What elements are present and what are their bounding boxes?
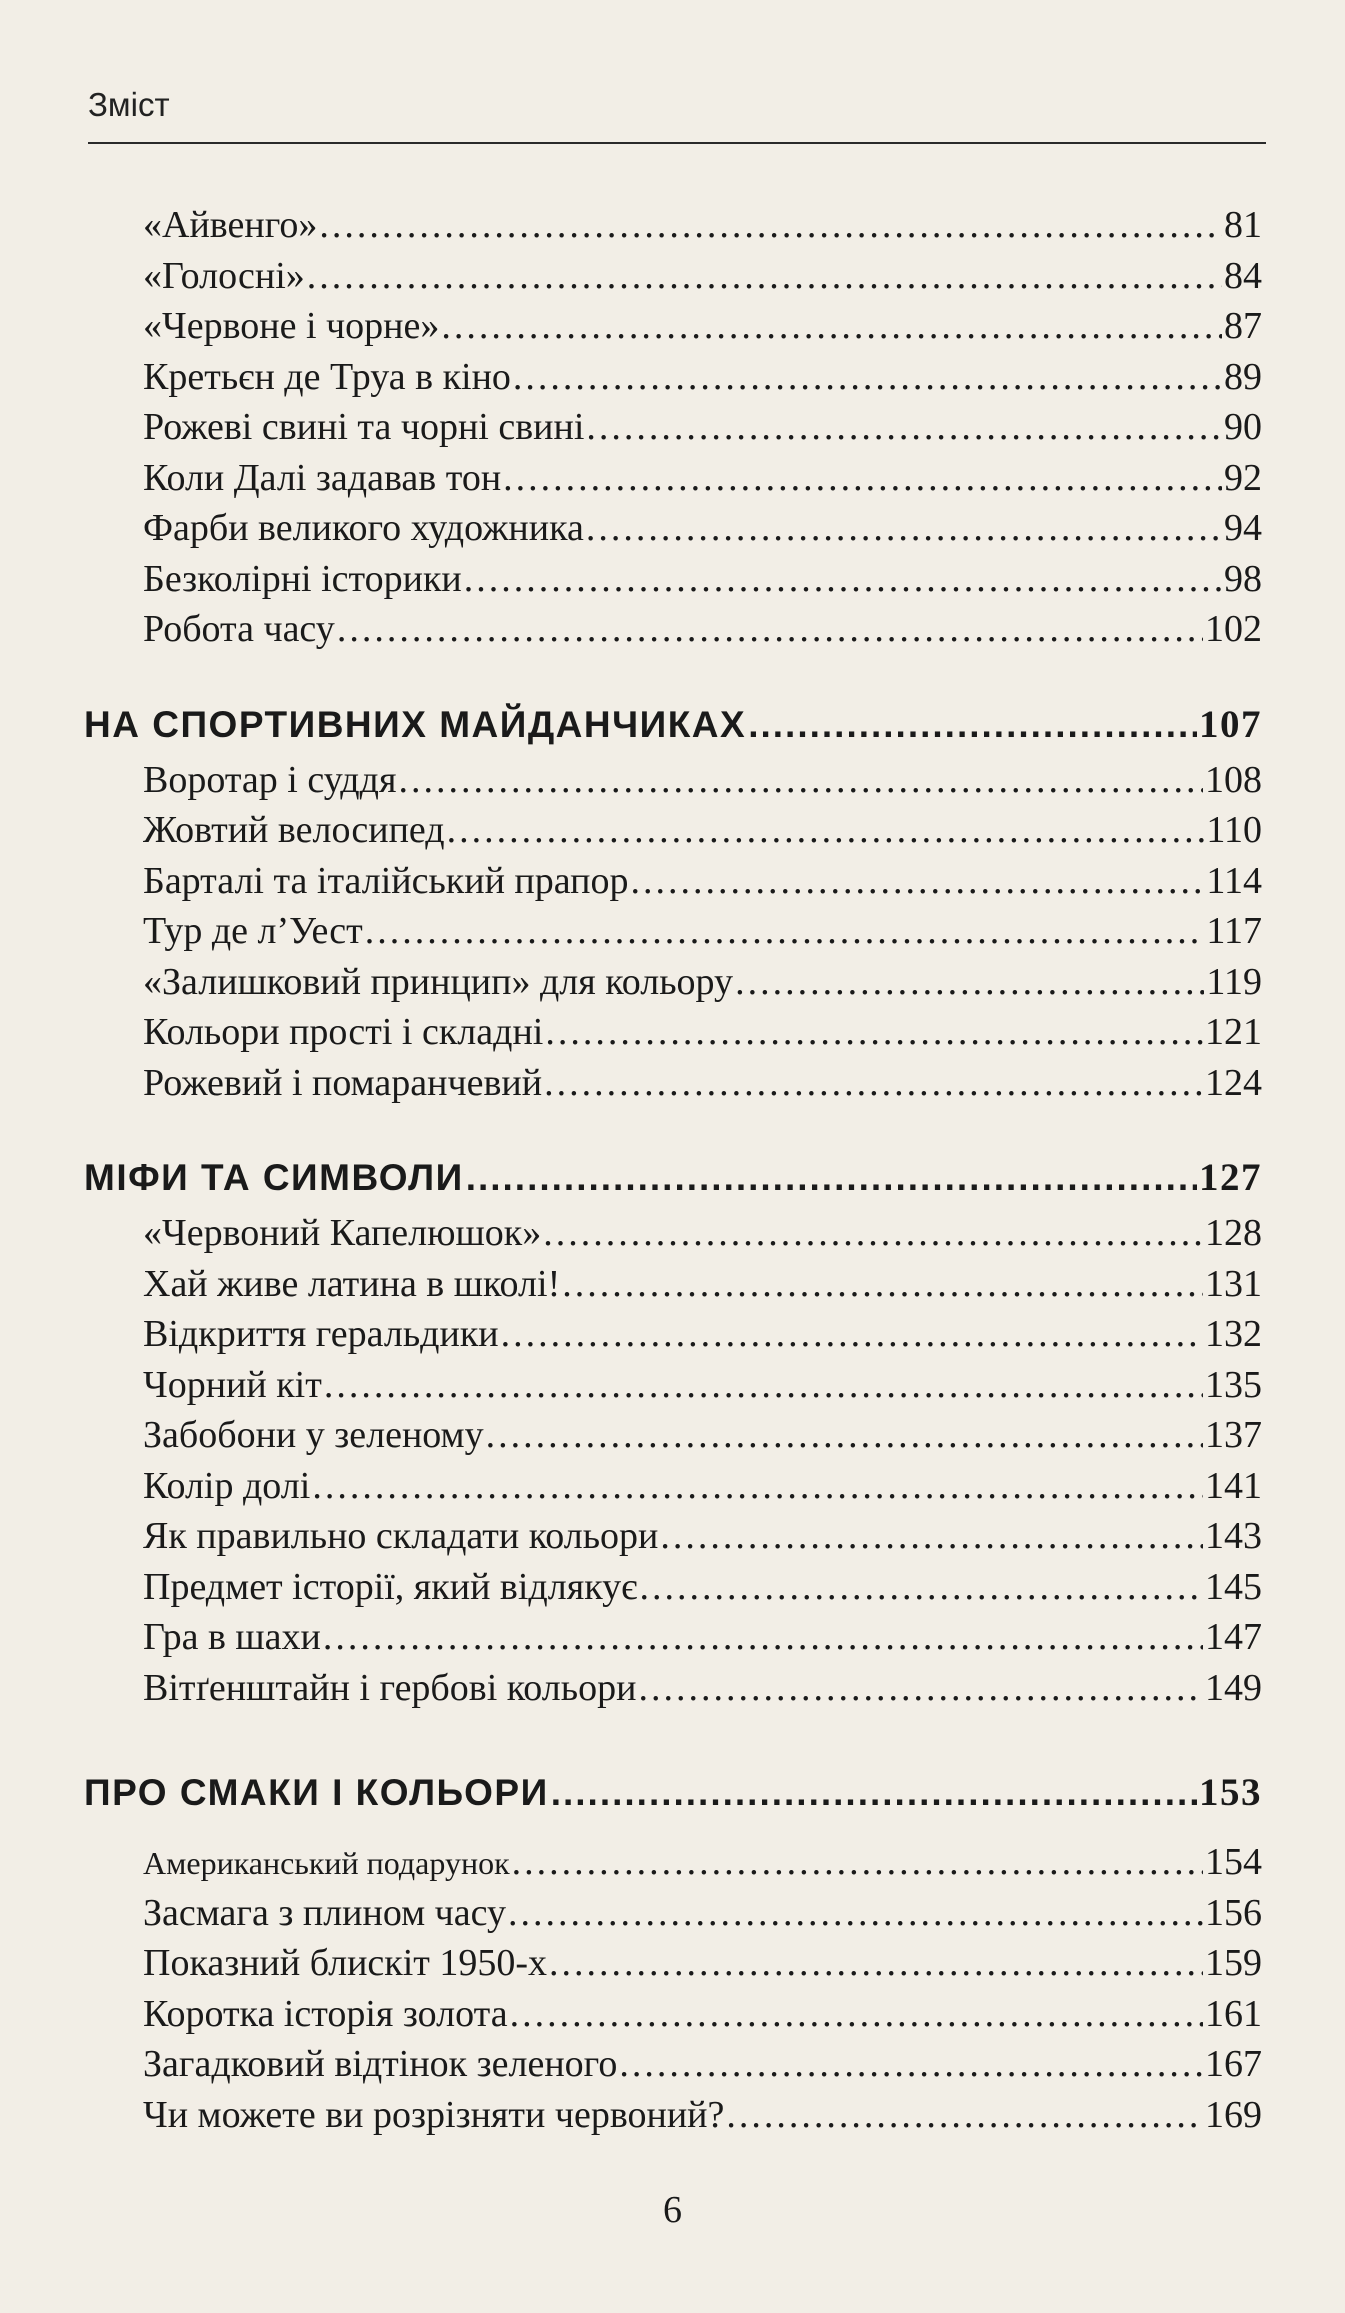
- dot-leader: [549, 1938, 1203, 1989]
- toc-entry: [0, 1058, 1345, 1109]
- section-heading: [0, 1763, 1345, 1823]
- entry-title: Коротка історія золота: [143, 1992, 508, 2035]
- entry-page: 89: [1224, 355, 1262, 398]
- toc-section: [0, 695, 1345, 1109]
- entry-title: Кольори прості і складні: [143, 1011, 544, 1053]
- entry-title: Вітґенштайн і гербові кольори: [143, 1666, 637, 1709]
- entry-page: 90: [1224, 406, 1262, 448]
- toc-entry: [0, 352, 1345, 403]
- toc-entry: [0, 1259, 1345, 1310]
- toc-entry: [0, 1663, 1345, 1714]
- dot-leader: [323, 1612, 1203, 1663]
- entry-page: 145: [1205, 1565, 1262, 1608]
- entry-title: Барталі та італійський прапор: [143, 859, 629, 902]
- dot-leader: [639, 1562, 1203, 1613]
- entry-title: Американський подарунок: [143, 1845, 510, 1881]
- entry-page: 159: [1205, 1942, 1262, 1984]
- dot-leader: [510, 1989, 1203, 2040]
- entry-title: Відкриття геральдики: [143, 1313, 499, 1355]
- dot-leader: [365, 906, 1205, 957]
- entry-page: 81: [1224, 204, 1262, 246]
- toc-entry: [0, 1208, 1345, 1259]
- dot-leader: [337, 604, 1203, 655]
- entry-page: 98: [1224, 557, 1262, 600]
- toc-section: [0, 1148, 1345, 1713]
- entry-title: Забобони у зеленому: [143, 1414, 484, 1456]
- entry-title: Хай живе латина в школі!: [143, 1262, 561, 1305]
- entry-title: Гра в шахи: [143, 1616, 321, 1658]
- toc-entry: [0, 554, 1345, 605]
- toc-entry: [0, 1007, 1345, 1058]
- dot-leader: [447, 805, 1205, 856]
- page-number: 6: [663, 2189, 682, 2231]
- section-heading: [0, 1148, 1345, 1208]
- toc-entry: [0, 805, 1345, 856]
- heading-title: МІФИ ТА СИМВОЛИ: [84, 1157, 464, 1198]
- entry-title: «Айвенго»: [143, 204, 318, 246]
- entry-title: Тур де л’Уест: [143, 910, 363, 952]
- entry-title: Воротар і суддя: [143, 758, 397, 801]
- toc-section: [0, 1763, 1345, 2140]
- toc-entry: [0, 1612, 1345, 1663]
- heading-page: 107: [1199, 702, 1262, 746]
- running-header: Зміст: [88, 86, 170, 123]
- entry-page: 121: [1205, 1011, 1262, 1053]
- entry-page: 169: [1205, 2093, 1262, 2136]
- entry-title: «Червоний Капелюшок»: [143, 1212, 542, 1254]
- entry-page: 102: [1205, 608, 1262, 650]
- dot-leader: [464, 554, 1222, 605]
- dot-leader: [486, 1410, 1203, 1461]
- dot-leader: [735, 957, 1204, 1008]
- toc-entry: [0, 906, 1345, 957]
- toc-entry: [0, 1837, 1345, 1888]
- toc-entry: [0, 2090, 1345, 2141]
- entry-page: 87: [1224, 305, 1262, 347]
- entry-page: 84: [1224, 254, 1262, 297]
- dot-leader: [503, 453, 1222, 504]
- section-heading: [0, 695, 1345, 755]
- entry-title: Робота часу: [143, 608, 335, 650]
- entry-title: Безколірні історики: [143, 557, 462, 600]
- dot-leader: [543, 1208, 1203, 1259]
- entry-title: Загадковий відтінок зеленого: [143, 2043, 618, 2085]
- toc-entry: [0, 1888, 1345, 1939]
- dot-leader: [545, 1007, 1203, 1058]
- dot-leader: [638, 1663, 1203, 1714]
- toc-entry: [0, 1309, 1345, 1360]
- toc-entry: [0, 1938, 1345, 1989]
- toc-entry: [0, 301, 1345, 352]
- entry-page: 137: [1205, 1414, 1262, 1456]
- entry-page: 114: [1206, 859, 1262, 902]
- entry-title: Коли Далі задавав тон: [143, 456, 502, 499]
- entry-page: 149: [1205, 1666, 1262, 1709]
- entry-page: 161: [1205, 1992, 1262, 2035]
- toc-entry: [0, 1989, 1345, 2040]
- section-gap: [0, 1108, 1345, 1148]
- entry-title: Колір долі: [143, 1464, 311, 1507]
- dot-leader: [630, 856, 1204, 907]
- entry-title: Рожевий і помаранчевий: [143, 1061, 543, 1104]
- dot-leader: [319, 200, 1222, 251]
- dot-leader: [726, 2090, 1203, 2141]
- dot-leader: [512, 1837, 1203, 1888]
- heading-page: 153: [1199, 1771, 1262, 1814]
- entry-page: 167: [1205, 2043, 1262, 2085]
- dot-leader: [619, 2039, 1203, 2090]
- dot-leader: [441, 301, 1222, 352]
- entry-page: 119: [1206, 960, 1262, 1003]
- heading-title: ПРО СМАКИ І КОЛЬОРИ: [84, 1772, 549, 1813]
- dot-leader: [307, 251, 1222, 302]
- entry-page: 135: [1205, 1363, 1262, 1406]
- heading-page: 127: [1199, 1156, 1262, 1199]
- entry-title: Предмет історії, який відлякує: [143, 1565, 638, 1608]
- heading-spacer: [0, 1823, 1345, 1837]
- toc-entry: [0, 1562, 1345, 1613]
- toc-entry: [0, 1410, 1345, 1461]
- entry-page: 117: [1206, 910, 1262, 952]
- heading-title: НА СПОРТИВНИХ МАЙДАНЧИКАХ: [84, 703, 747, 745]
- toc-entry: [0, 957, 1345, 1008]
- section-gap: [0, 1713, 1345, 1763]
- toc-entry: [0, 251, 1345, 302]
- header-rule: [88, 142, 1266, 144]
- toc-entry: [0, 856, 1345, 907]
- entry-page: 92: [1224, 456, 1262, 499]
- entry-title: Кретьєн де Труа в кіно: [143, 355, 511, 398]
- entry-page: 108: [1205, 758, 1262, 801]
- dot-leader: [660, 1511, 1203, 1562]
- entry-page: 132: [1205, 1313, 1262, 1355]
- toc-entry: [0, 200, 1345, 251]
- entry-page: 147: [1205, 1616, 1262, 1658]
- entry-title: Рожеві свині та чорні свині: [143, 406, 585, 448]
- dot-leader: [466, 1148, 1197, 1208]
- entry-title: Засмага з плином часу: [143, 1891, 507, 1934]
- dot-leader: [324, 1360, 1203, 1411]
- entry-page: 94: [1224, 507, 1262, 549]
- dot-leader: [562, 1259, 1203, 1310]
- entry-title: Фарби великого художника: [143, 507, 584, 549]
- entry-title: «Червоне і чорне»: [143, 305, 440, 347]
- entry-page: 131: [1205, 1262, 1262, 1305]
- entry-page: 154: [1205, 1841, 1262, 1883]
- entry-page: 141: [1205, 1464, 1262, 1507]
- toc-entry: [0, 453, 1345, 504]
- dot-leader: [508, 1888, 1203, 1939]
- entry-page: 156: [1205, 1891, 1262, 1934]
- entry-title: «Голосні»: [143, 254, 305, 297]
- entry-title: Показний блискіт 1950-х: [143, 1942, 548, 1984]
- toc-entry: [0, 402, 1345, 453]
- dot-leader: [544, 1058, 1203, 1109]
- table-of-contents: [0, 200, 1345, 2140]
- toc-entry: [0, 2039, 1345, 2090]
- toc-entry: [0, 1360, 1345, 1411]
- entry-title: Чи можете ви розрізняти червоний?: [143, 2093, 725, 2136]
- dot-leader: [501, 1309, 1203, 1360]
- toc-entry: [0, 755, 1345, 806]
- dot-leader: [312, 1461, 1203, 1512]
- toc-entry: [0, 1461, 1345, 1512]
- entry-page: 124: [1205, 1061, 1262, 1104]
- dot-leader: [586, 503, 1222, 554]
- dot-leader: [551, 1763, 1197, 1823]
- entry-title: «Залишковий принцип» для кольору: [143, 960, 734, 1003]
- toc-entry: [0, 503, 1345, 554]
- entry-page: 128: [1205, 1212, 1262, 1254]
- toc-entry: [0, 604, 1345, 655]
- dot-leader: [398, 755, 1203, 806]
- dot-leader: [513, 352, 1222, 403]
- section-gap: [0, 655, 1345, 695]
- entry-page: 110: [1206, 809, 1262, 851]
- dot-leader: [748, 695, 1197, 755]
- toc-section: [0, 200, 1345, 655]
- entry-title: Чорний кіт: [143, 1363, 322, 1406]
- toc-entry: [0, 1511, 1345, 1562]
- entry-title: Як правильно складати кольори: [143, 1515, 659, 1557]
- entry-title: Жовтий велосипед: [143, 809, 445, 851]
- dot-leader: [586, 402, 1222, 453]
- entry-page: 143: [1205, 1515, 1262, 1557]
